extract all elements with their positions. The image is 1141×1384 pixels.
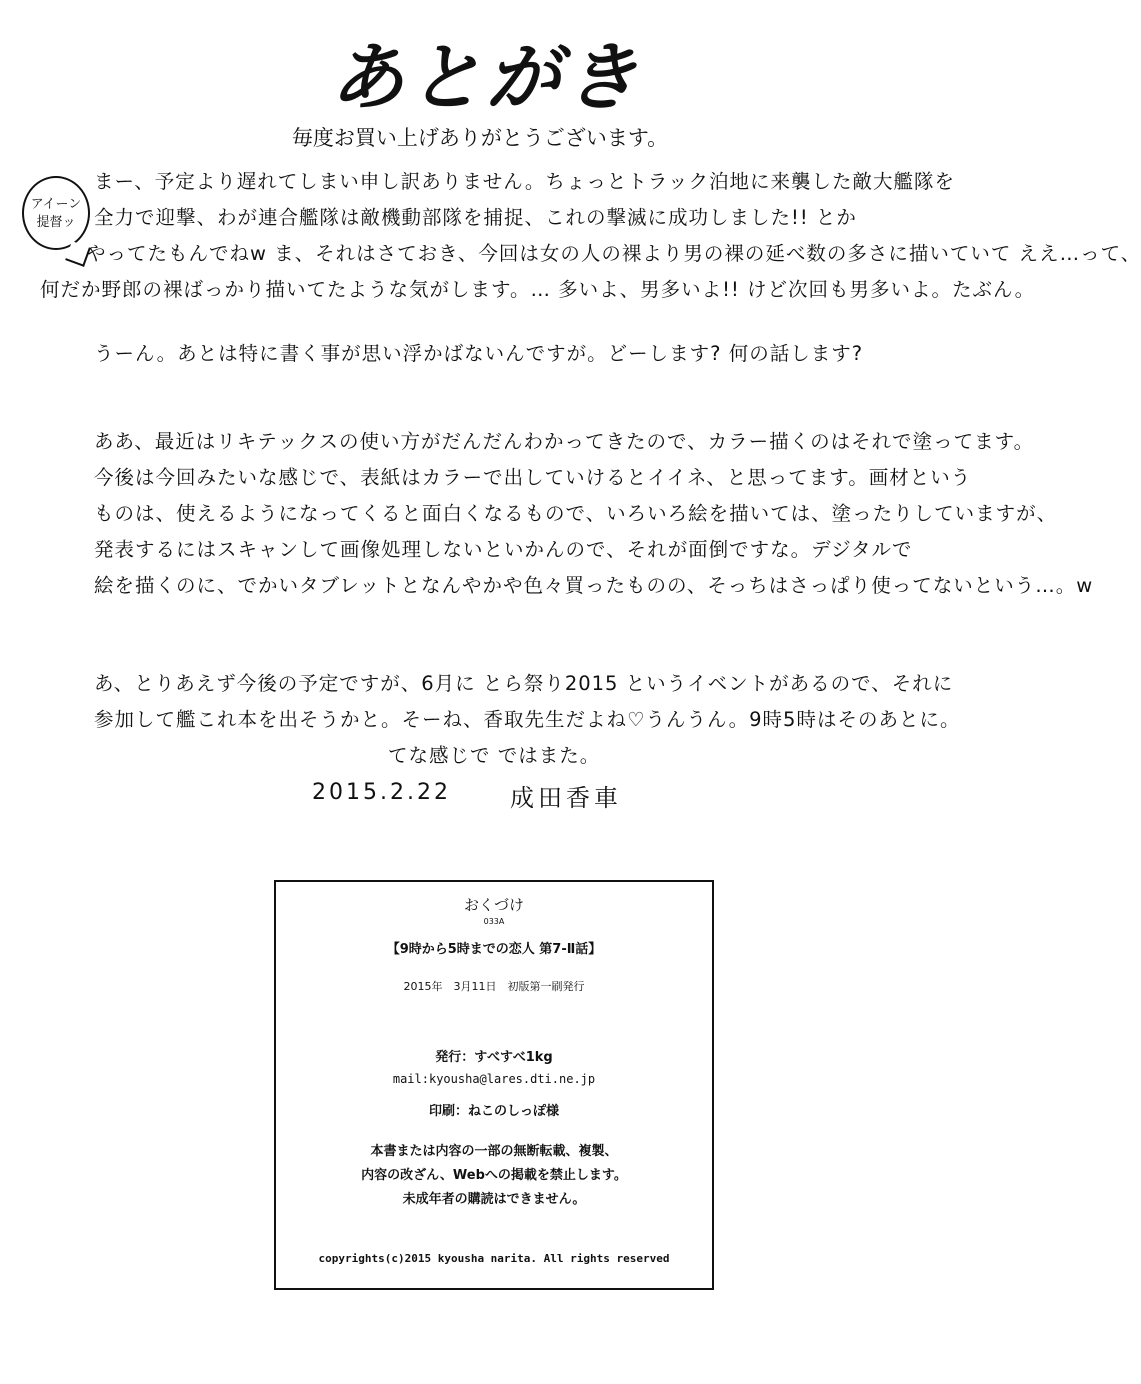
paragraph-1-cont — [40, 236, 1141, 308]
text-line: ああ、最近はリキテックスの使い方がだんだんわかってきたので、カラー描くのはそれで塗ってます。 — [94, 430, 1035, 453]
date: 2015.2.22 — [312, 780, 451, 805]
colophon-code: 033A — [483, 917, 505, 926]
notice-line: 本書または内容の一部の無断転載、複製、 — [370, 1144, 618, 1159]
text-line: うーん。あとは特に書く事が思い浮かばないんですが。どーします? 何の話します? — [94, 342, 864, 365]
text-line: てな感じで ではまた。 — [388, 744, 601, 767]
text-line: あ、とりあえず今後の予定ですが、6月に とら祭り2015 というイベントがあるので、それに — [94, 672, 954, 695]
colophon-box — [274, 880, 714, 1290]
notice-line: 内容の改ざん、Webへの掲載を禁止します。 — [361, 1168, 627, 1183]
colophon-title: おくづけ — [463, 896, 524, 914]
text-line: 参加して艦これ本を出そうかと。そーね、香取先生だよね♡うんうん。9時5時はそのあとに。 — [94, 708, 961, 731]
text-line: まー、予定より遅れてしまい申し訳ありません。ちょっとトラック泊地に来襲した敵大艦隊を — [94, 170, 956, 193]
paragraph-4 — [94, 666, 1004, 774]
text-line: 発表するにはスキャンして画像処理しないといかんので、それが面倒ですな。デジタルで — [94, 538, 913, 561]
copyright-line: copyrights(c)2015 kyousha narita. All rights reserved — [318, 1252, 670, 1265]
author-signature: 成田香車 — [510, 784, 622, 812]
text-line: 絵を描くのに、でかいタブレットとなんやかや色々買ったものの、そっちはさっぱり使ってないという…。w — [94, 574, 1094, 597]
greeting: 毎度お買い上げありがとうございます。 — [291, 126, 669, 150]
publisher: 発行：すべすべ1kg — [435, 1050, 553, 1065]
bubble-line: 提督ッ — [36, 215, 76, 230]
work-title: 【9時から5時までの恋人 第7-Ⅱ話】 — [386, 942, 602, 957]
notice-line: 未成年者の購読はできません。 — [402, 1192, 586, 1207]
paragraph-1 — [94, 164, 1004, 236]
text-line: 全力で迎撃、わが連合艦隊は敵機動部隊を捕捉、これの撃滅に成功しました!! とか — [94, 206, 857, 229]
text-line: やってたもんでねw ま、それはさておき、今回は女の人の裸より男の裸の延べ数の多さに描いていて ええ…って、 — [86, 242, 1141, 265]
paragraph-3 — [94, 424, 1094, 604]
text-line: 今後は今回みたいな感じで、表紙はカラーで出していけるとイイネ、と思ってます。画材という — [94, 466, 972, 489]
printer: 印刷：ねこのしっぽ様 — [428, 1104, 559, 1119]
text-line: ものは、使えるようになってくると面白くなるもので、いろいろ絵を描いては、塗ったりしていますが、 — [94, 502, 1058, 525]
paragraph-2 — [94, 336, 1004, 372]
copyright-notice — [276, 1140, 712, 1212]
bubble-line: アイーン — [30, 197, 82, 212]
contact-email: mail:kyousha@lares.dti.ne.jp — [392, 1072, 596, 1086]
page-title: あとがき — [330, 35, 642, 121]
text-line: 何だか野郎の裸ばっかり描いてたような気がします。… 多いよ、男多いよ!! けど次回も男多いよ。たぶん。 — [40, 278, 1036, 301]
publish-date: 2015年 3月11日 初版第一刷発行 — [403, 980, 585, 993]
